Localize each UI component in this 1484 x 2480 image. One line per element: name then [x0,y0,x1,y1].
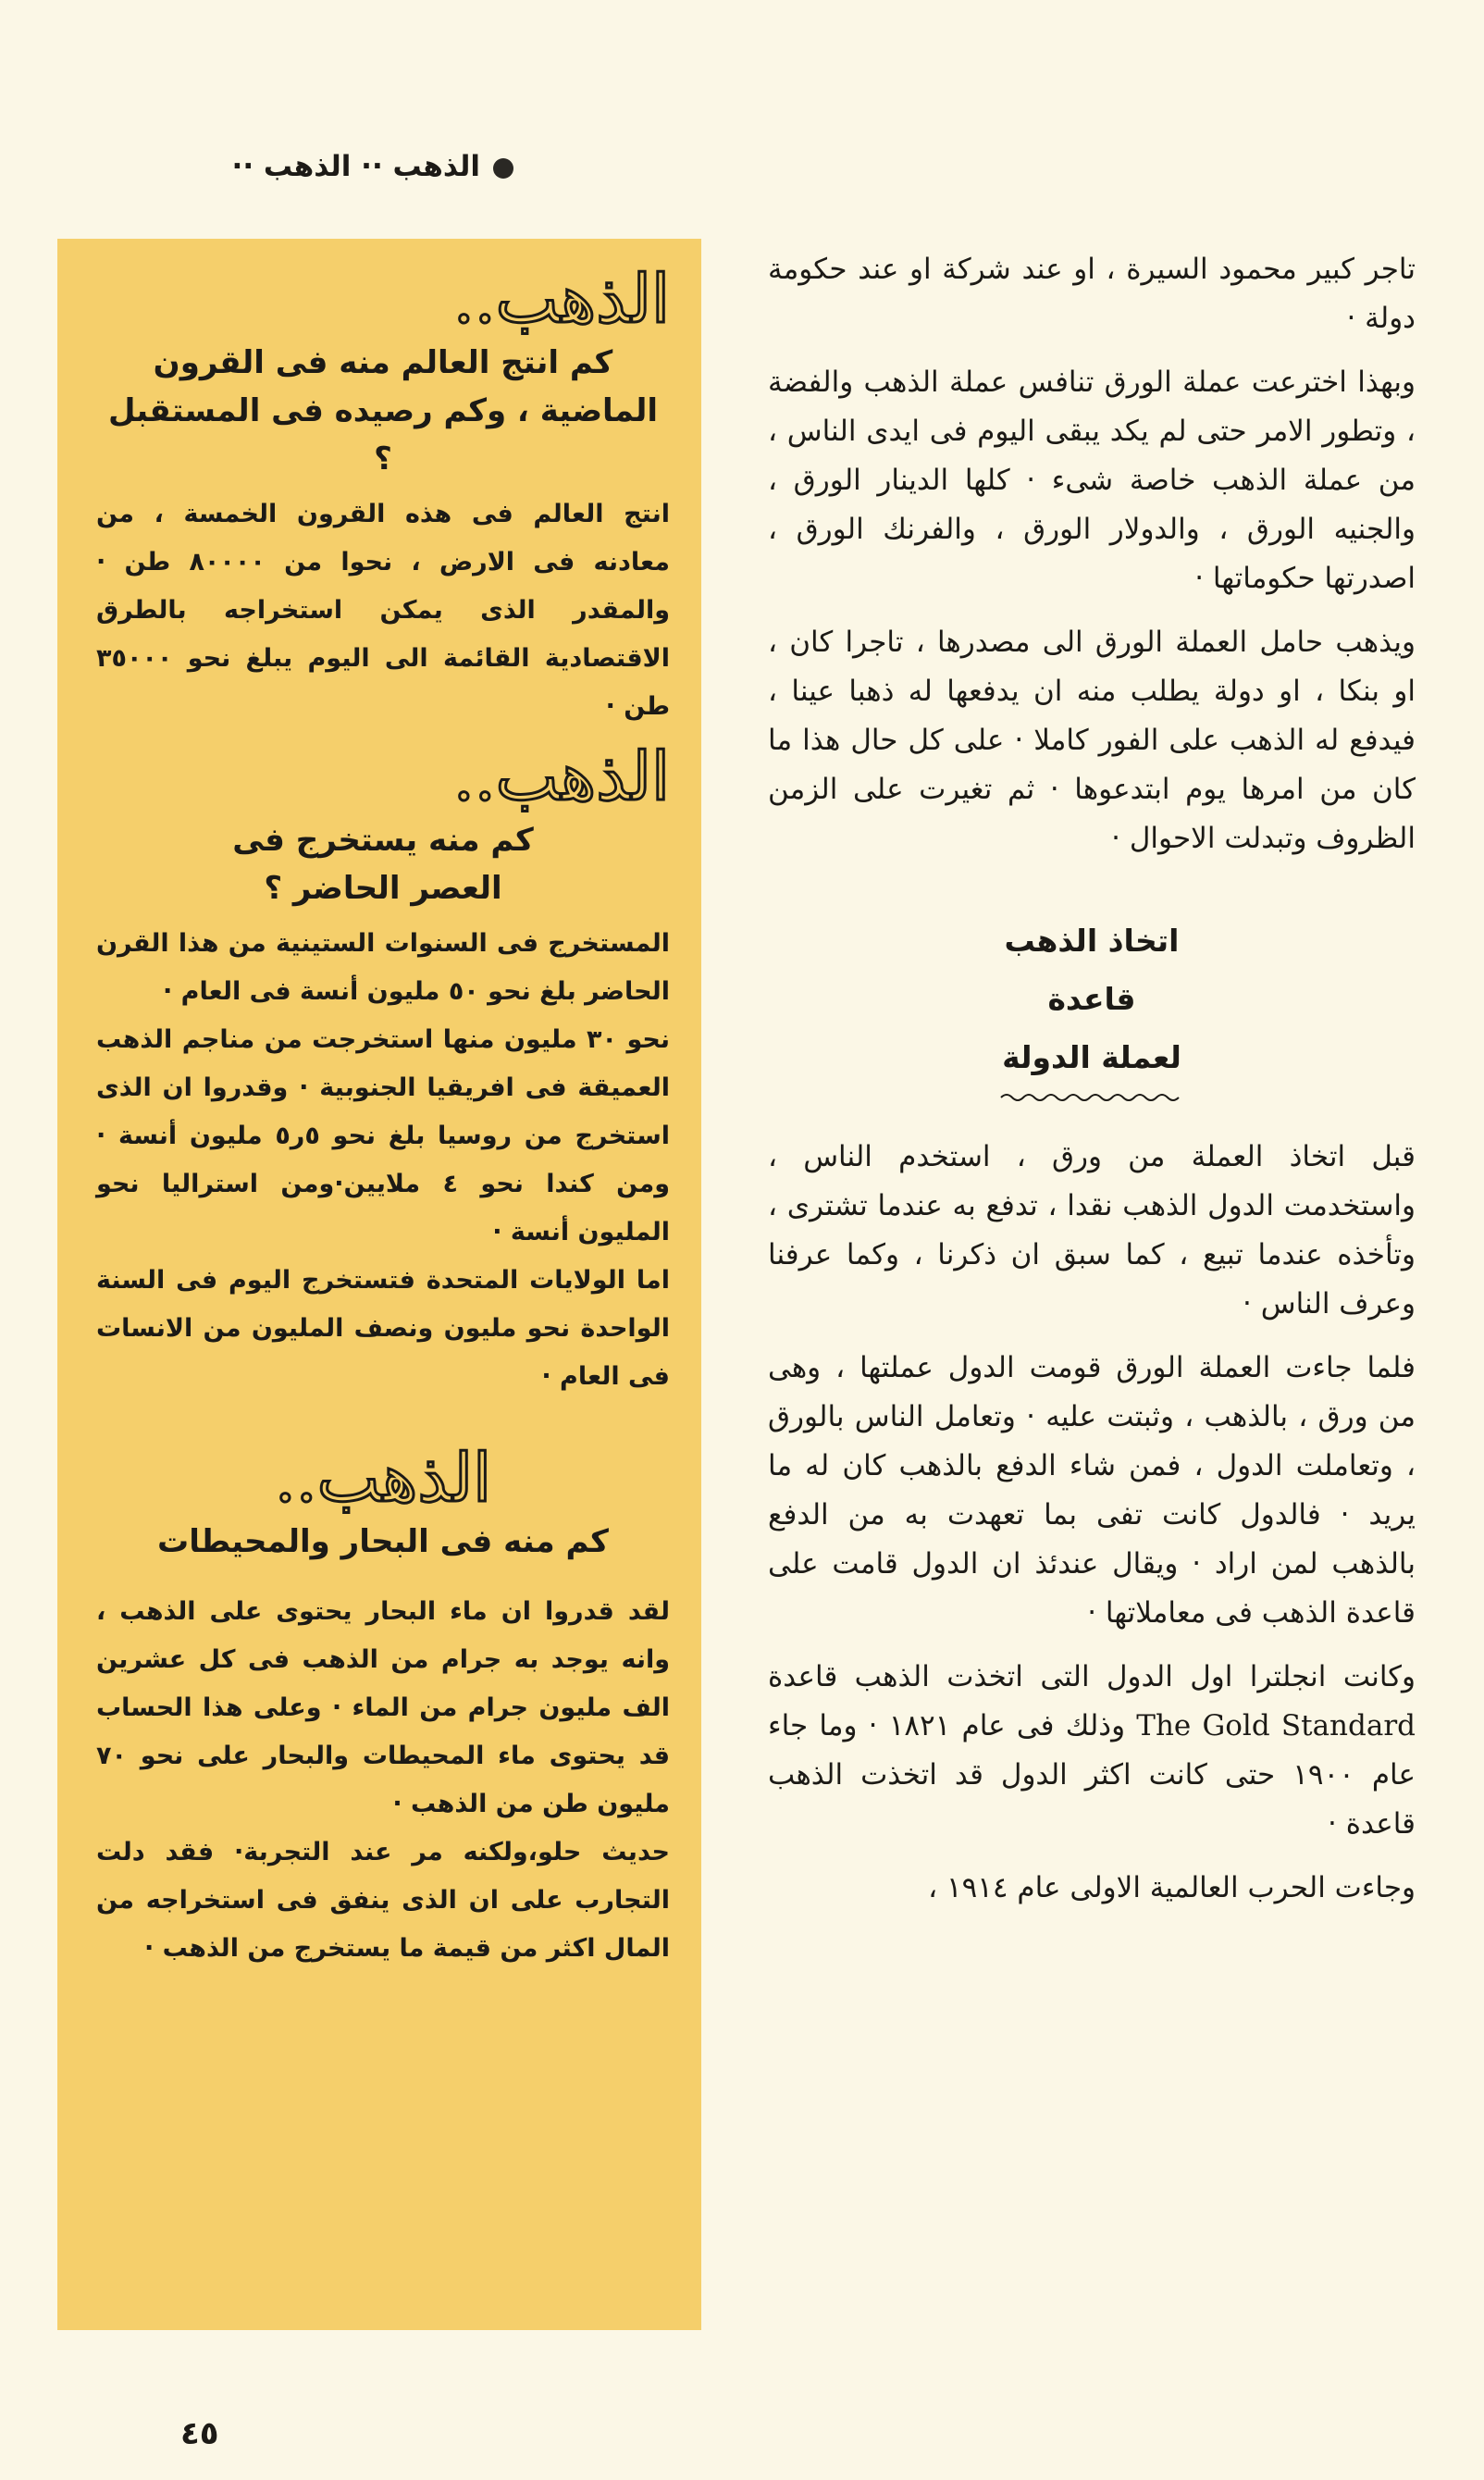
running-header [180,150,513,183]
sidebar-paragraph: حديث حلو،ولكنه مر عند التجربة· فقد دلت التجارب على ان الذى ينفق فى استخراجه من المال اكثر من قيمة ما يستخرج من الذهب · [96,1838,670,1963]
gold-standard-text-after: وذلك فى عام ١٨٢١ · وما جاء عام ١٩٠٠ حتى كانت اكثر الدول قد اتخذت الذهب قاعدة · [768,1709,1416,1841]
section-heading-line-2: قاعدة [1047,981,1136,1017]
body-paragraph: فلما جاءت العملة الورق قومت الدول عملتها ، وهى من ورق ، بالذهب ، وثبتت عليه · وتعامل الناس بالورق ، وتعاملت الدول ، فمن شاء الدفع بالذهب كان له ما يريد · فالدول كانت تفى بما تعهدت به من الدفع بالذهب لمن اراد · ويقال عندئذ ان الدول قامت على قاعدة الذهب فى معاملاتها · [768,1351,1416,1630]
sidebar-box [57,239,701,2330]
bullet-icon [493,158,513,179]
sidebar-question-1: كم انتج العالم منه فى القرون الماضية ، وكم رصيده فى المستقبل ؟ [107,344,659,477]
running-header-text: الذهب ·· الذهب ·· [231,150,480,183]
body-paragraph: وبهذا اخترعت عملة الورق تنافس عملة الذهب والفضة ، وتطور الامر حتى لم يكد يبقى اليوم فى ايدى الناس ، من عملة الذهب خاصة شىء · كلها الدينار الورق ، والجنيه الورق ، والدولار الورق ، والفرنك الورق ، اصدرتها حكوماتها · [768,366,1416,595]
body-paragraph: تاجر كبير محمود السيرة ، او عند شركة او عند حكومة دولة · [768,253,1416,335]
sidebar-paragraph: نحو ٣٠ مليون منها استخرجت من مناجم الذهب العميقة فى افريقيا الجنوبية · وقدروا ان الذى استخرج من روسيا بلغ نحو ٥ر٥ مليون أنسة · ومن كندا نحو ٤ ملايين·ومن استراليا نحو المليون أنسة · [96,1025,670,1246]
section-heading-line-3: لعملة الدولة [1002,1039,1181,1075]
sidebar-question-2: كم منه يستخرج فى العصر الحاضر ؟ [232,822,534,907]
body-paragraph: قبل اتخاذ العملة من ورق ، استخدم الناس ، واستخدمت الدول الذهب نقدا ، تدفع به عندما تشترى ، وتأخذه عندما تبيع ، كما سبق ان ذكرنا ، وكما عرفنا وعرف الناس · [768,1140,1416,1321]
body-paragraph-last: وجاءت الحرب العالمية الاولى عام ١٩١٤ ، [928,1871,1416,1904]
gold-standard-text-before: وكانت انجلترا اول الدول التى اتخذت الذهب قاعدة [768,1660,1416,1693]
main-column [768,245,1416,1928]
gold-logo-2: الذهب.. [452,738,670,815]
section-heading-line-1: اتخاذ الذهب [1004,923,1180,959]
wavy-underline-icon [999,1090,1184,1105]
gold-standard-paragraph [768,1653,1416,1849]
body-paragraph: ويذهب حامل العملة الورق الى مصدرها ، تاجرا كان ، او بنكا ، او دولة يطلب منه ان يدفعها له ذهبا عينا ، فيدفع له الذهب على الفور كاملا · على كل حال هذا ما كان من امرها يوم ابتدعوها · ثم تغيرت على الزمن الظروف وتبدلت الاحوال · [768,626,1416,855]
sidebar-paragraph: اما الولايات المتحدة فتستخرج اليوم فى السنة الواحدة نحو مليون ونصف المليون من الانسات فى العام · [96,1266,670,1391]
sidebar-paragraph: انتج العالم فى هذه القرون الخمسة ، من معادنه فى الارض ، نحوا من ٨٠٠٠٠ طن · والمقدر الذى يمكن استخراجه بالطرق الاقتصادية القائمة الى اليوم يبلغ نحو ٣٥٠٠٠ طن · [96,500,670,721]
sidebar-question-3: كم منه فى البحار والمحيطات [157,1523,609,1560]
page-number: ٤٥ [180,2415,219,2452]
section-heading [768,911,1416,1086]
sidebar-paragraph: لقد قدروا ان ماء البحار يحتوى على الذهب ، وانه يوجد به جرام من الذهب فى كل عشرين الف مليون جرام من الماء · وعلى هذا الحساب قد يحتوى ماء المحيطات والبحار على نحو ٧٠ مليون طن من الذهب · [96,1597,670,1818]
gold-logo-1: الذهب.. [452,260,670,338]
gold-standard-latin: The Gold Standard [1136,1709,1416,1742]
gold-logo-3: الذهب.. [274,1439,492,1517]
sidebar-paragraph: المستخرج فى السنوات الستينية من هذا القرن الحاضر بلغ نحو ٥٠ مليون أنسة فى العام · [96,929,670,1006]
